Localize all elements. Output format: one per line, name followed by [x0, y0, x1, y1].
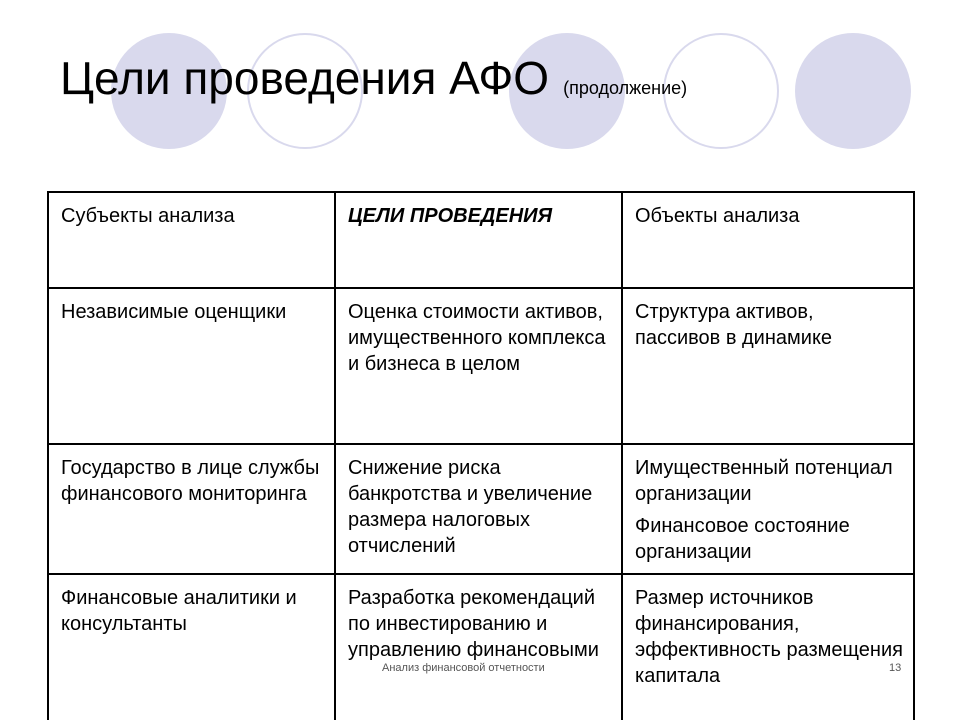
cell-subject: Государство в лице службы финансового мониторинга — [48, 444, 335, 574]
page-number: 13 — [889, 662, 902, 674]
cell-objects — [622, 574, 914, 720]
slide-title — [60, 48, 687, 118]
header-objects: Объекты анализа — [622, 192, 914, 288]
table-header-row — [48, 192, 914, 288]
object-item: Размер источников финансирования, эффективность размещения капитала — [635, 587, 903, 687]
analysis-goals-table — [47, 191, 915, 720]
footer-note: Анализ финансовой отчетности — [382, 662, 545, 674]
table-row — [48, 288, 914, 444]
slide-title-sub: (продолжение) — [563, 78, 688, 98]
decor-circle-5 — [795, 33, 911, 149]
cell-subject: Независимые оценщики — [48, 288, 335, 444]
header-goals: ЦЕЛИ ПРОВЕДЕНИЯ — [335, 192, 622, 288]
object-item: Финансовое состояние организации — [635, 515, 850, 563]
table-row — [48, 574, 914, 720]
object-item: Имущественный потенциал организации — [635, 457, 893, 505]
cell-objects — [622, 288, 914, 444]
cell-goal: Оценка стоимости активов, имущественного комплекса и бизнеса в целом — [335, 288, 622, 444]
header-subjects: Субъекты анализа — [48, 192, 335, 288]
cell-goal: Снижение риска банкротства и увеличение размера налоговых отчислений — [335, 444, 622, 574]
slide-title-main: Цели проведения АФО — [60, 52, 550, 104]
table-row — [48, 444, 914, 574]
cell-objects — [622, 444, 914, 574]
cell-subject: Финансовые аналитики и консультанты — [48, 574, 335, 720]
object-item: Структура активов, пассивов в динамике — [635, 301, 833, 349]
cell-goal: Разработка рекомендаций по инвестированию и управлению финансовыми — [335, 574, 622, 720]
